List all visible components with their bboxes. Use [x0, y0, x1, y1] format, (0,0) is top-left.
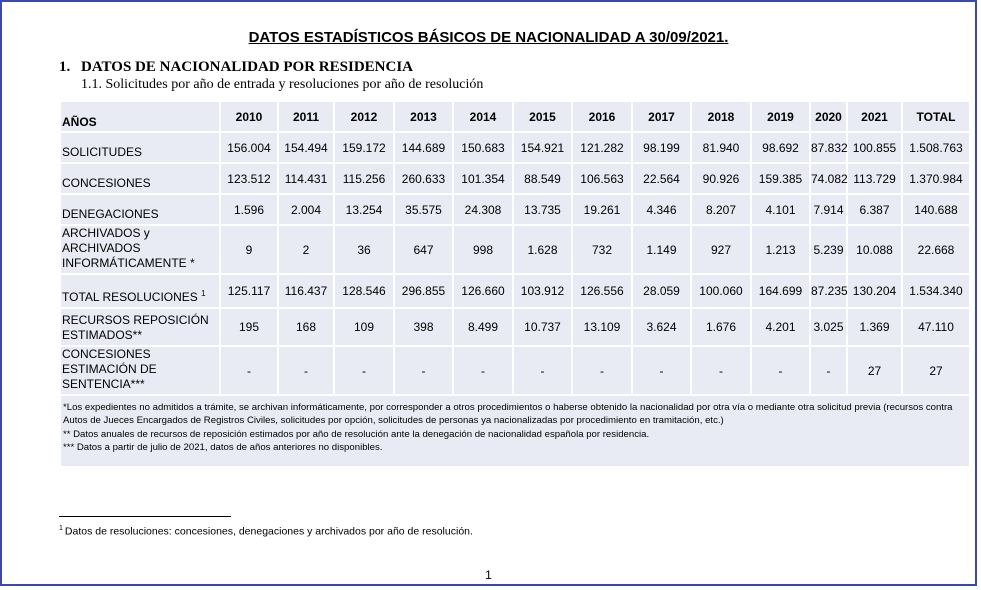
- table-cell: 36: [334, 225, 394, 274]
- row-label-text: ARCHIVADOS y ARCHIVADOS INFORMÁTICAMENTE *: [62, 226, 195, 270]
- table-cell: 159.385: [751, 163, 810, 194]
- table-header-row: [60, 101, 970, 132]
- table-cell: 154.494: [278, 132, 334, 163]
- year-header: 2019: [751, 101, 810, 132]
- table-cell: 98.199: [632, 132, 691, 163]
- table-cell: 1.596: [220, 194, 278, 225]
- table-cell: 125.117: [220, 274, 278, 308]
- table-cell: 927: [691, 225, 751, 274]
- row-label-text: SOLICITUDES: [62, 145, 143, 159]
- table-row: [60, 163, 970, 194]
- table-cell: 81.940: [691, 132, 751, 163]
- table-cell: -: [691, 346, 751, 395]
- year-header: 2012: [334, 101, 394, 132]
- year-header: 2018: [691, 101, 751, 132]
- table-cell: 47.110: [902, 308, 970, 346]
- notes-row: [60, 395, 970, 467]
- table-cell: 1.369: [847, 308, 902, 346]
- table-cell: 1.213: [751, 225, 810, 274]
- table-cell: 116.437: [278, 274, 334, 308]
- table-cell: 998: [453, 225, 513, 274]
- table-cell: 10.737: [513, 308, 572, 346]
- note-recursos: ** Datos anuales de recursos de reposición estimados por año de resolución ante la denegación de nacionalidad española por residencia.: [63, 428, 650, 440]
- table-row: [60, 132, 970, 163]
- table-cell: 100.855: [847, 132, 902, 163]
- table-cell: 398: [394, 308, 453, 346]
- section-heading-text: DATOS DE NACIONALIDAD POR RESIDENCIA: [81, 59, 413, 75]
- table-cell: -: [751, 346, 810, 395]
- table-cell: 121.282: [572, 132, 632, 163]
- table-cell: 1.508.763: [902, 132, 970, 163]
- footnote: [59, 525, 473, 538]
- table-cell: 87.832: [810, 132, 847, 163]
- table-row: [60, 225, 970, 274]
- table-cell: 4.201: [751, 308, 810, 346]
- page-title-text: DATOS ESTADÍSTICOS BÁSICOS DE NACIONALIDAD A 30/09/2021: [248, 29, 725, 46]
- year-header: 2010: [220, 101, 278, 132]
- table-cell: 126.660: [453, 274, 513, 308]
- year-header: 2020: [810, 101, 847, 132]
- table-cell: 195: [220, 308, 278, 346]
- table-cell: 296.855: [394, 274, 453, 308]
- table-cell: 150.683: [453, 132, 513, 163]
- page-title-period: .: [724, 29, 729, 46]
- total-header: TOTAL: [902, 101, 970, 132]
- year-header: 2016: [572, 101, 632, 132]
- row-label-text: CONCESIONES ESTIMACIÓN DE SENTENCIA***: [62, 347, 157, 391]
- year-header: 2017: [632, 101, 691, 132]
- row-label: [60, 308, 220, 346]
- table-cell: 144.689: [394, 132, 453, 163]
- section-number: 1.: [59, 59, 71, 75]
- table-row: [60, 346, 970, 395]
- table-cell: -: [632, 346, 691, 395]
- table-cell: 140.688: [902, 194, 970, 225]
- table-cell: 74.082: [810, 163, 847, 194]
- table-cell: 5.239: [810, 225, 847, 274]
- row-label: [60, 194, 220, 225]
- table-cell: 164.699: [751, 274, 810, 308]
- year-header: 2013: [394, 101, 453, 132]
- table-cell: 22.668: [902, 225, 970, 274]
- table-cell: 3.025: [810, 308, 847, 346]
- table-cell: 732: [572, 225, 632, 274]
- nationality-statistics-table: [59, 100, 971, 468]
- table-cell: 87.235: [810, 274, 847, 308]
- footnote-reference: 1: [201, 289, 206, 298]
- table-cell: 101.354: [453, 163, 513, 194]
- table-cell: 114.431: [278, 163, 334, 194]
- subsection-heading: 1.1. Solicitudes por año de entrada y resoluciones por año de resolución: [81, 77, 484, 92]
- footnote-marker: 1: [59, 525, 63, 532]
- table-cell: 8.499: [453, 308, 513, 346]
- row-label: [60, 346, 220, 395]
- table-cell: 13.254: [334, 194, 394, 225]
- table-cell: 27: [847, 346, 902, 395]
- row-label: [60, 163, 220, 194]
- table-cell: -: [572, 346, 632, 395]
- table-cell: 6.387: [847, 194, 902, 225]
- table-cell: 2.004: [278, 194, 334, 225]
- table-cell: 154.921: [513, 132, 572, 163]
- page-number: 1: [485, 568, 492, 582]
- row-label: [60, 274, 220, 308]
- table-cell: 9: [220, 225, 278, 274]
- table-cell: 260.633: [394, 163, 453, 194]
- row-label-text: CONCESIONES: [62, 176, 151, 190]
- table-cell: 115.256: [334, 163, 394, 194]
- table-cell: -: [453, 346, 513, 395]
- row-label-text: TOTAL RESOLUCIONES: [62, 290, 198, 304]
- table-cell: 1.149: [632, 225, 691, 274]
- row-label: [60, 225, 220, 274]
- year-header: 2014: [453, 101, 513, 132]
- table-cell: 168: [278, 308, 334, 346]
- footnote-text: Datos de resoluciones: concesiones, denegaciones y archivados por año de resolución.: [64, 525, 473, 538]
- table-cell: 90.926: [691, 163, 751, 194]
- year-header: 2011: [278, 101, 334, 132]
- table-cell: 27: [902, 346, 970, 395]
- note-sentencia: *** Datos a partir de julio de 2021, datos de años anteriores no disponibles.: [63, 441, 383, 453]
- table-cell: 24.308: [453, 194, 513, 225]
- table-cell: 98.692: [751, 132, 810, 163]
- table-cell: 4.346: [632, 194, 691, 225]
- table-cell: 13.109: [572, 308, 632, 346]
- table-cell: 113.729: [847, 163, 902, 194]
- table-row: [60, 194, 970, 225]
- table-cell: -: [220, 346, 278, 395]
- table-cell: 130.204: [847, 274, 902, 308]
- table-cell: 126.556: [572, 274, 632, 308]
- note-archivados: *Los expedientes no admitidos a trámite, se archivan informáticamente, por corresponder a otros procedimientos o haberse obtenido la nacionalidad por otra vía o mediante otra solicitud previa (recursos contra Autos de Jueces Encargados de Registros Civiles, solicitudes por opción, solicitudes de personas ya nacionalizadas por procedimiento en tramitación, etc.): [63, 402, 953, 427]
- table-cell: 647: [394, 225, 453, 274]
- table-cell: 159.172: [334, 132, 394, 163]
- table-cell: 10.088: [847, 225, 902, 274]
- table-cell: -: [810, 346, 847, 395]
- corner-header: AÑOS: [60, 101, 220, 132]
- table-cell: -: [513, 346, 572, 395]
- section-heading: [59, 59, 413, 76]
- table-cell: 22.564: [632, 163, 691, 194]
- table-row: [60, 308, 970, 346]
- table-cell: 19.261: [572, 194, 632, 225]
- table-cell: 128.546: [334, 274, 394, 308]
- table-cell: 3.624: [632, 308, 691, 346]
- table-row: [60, 274, 970, 308]
- table-cell: -: [394, 346, 453, 395]
- table-cell: 106.563: [572, 163, 632, 194]
- table-cell: 35.575: [394, 194, 453, 225]
- table-cell: 1.628: [513, 225, 572, 274]
- table-cell: 28.059: [632, 274, 691, 308]
- table-cell: 1.534.340: [902, 274, 970, 308]
- table-notes: [60, 395, 970, 467]
- table-cell: 109: [334, 308, 394, 346]
- table-cell: 156.004: [220, 132, 278, 163]
- year-header: 2021: [847, 101, 902, 132]
- table-cell: 103.912: [513, 274, 572, 308]
- table-cell: 123.512: [220, 163, 278, 194]
- table-cell: 88.549: [513, 163, 572, 194]
- table-cell: 100.060: [691, 274, 751, 308]
- footnote-separator: [59, 516, 231, 517]
- table-cell: 1.676: [691, 308, 751, 346]
- row-label-text: DENEGACIONES: [62, 207, 159, 221]
- table-cell: -: [278, 346, 334, 395]
- table-cell: -: [334, 346, 394, 395]
- row-label: [60, 132, 220, 163]
- row-label-text: RECURSOS REPOSICIÓN ESTIMADOS**: [62, 313, 209, 342]
- table-cell: 8.207: [691, 194, 751, 225]
- page-title: [2, 29, 975, 46]
- year-header: 2015: [513, 101, 572, 132]
- table-cell: 13.735: [513, 194, 572, 225]
- table-cell: 1.370.984: [902, 163, 970, 194]
- table-cell: 7.914: [810, 194, 847, 225]
- table-cell: 4.101: [751, 194, 810, 225]
- table-cell: 2: [278, 225, 334, 274]
